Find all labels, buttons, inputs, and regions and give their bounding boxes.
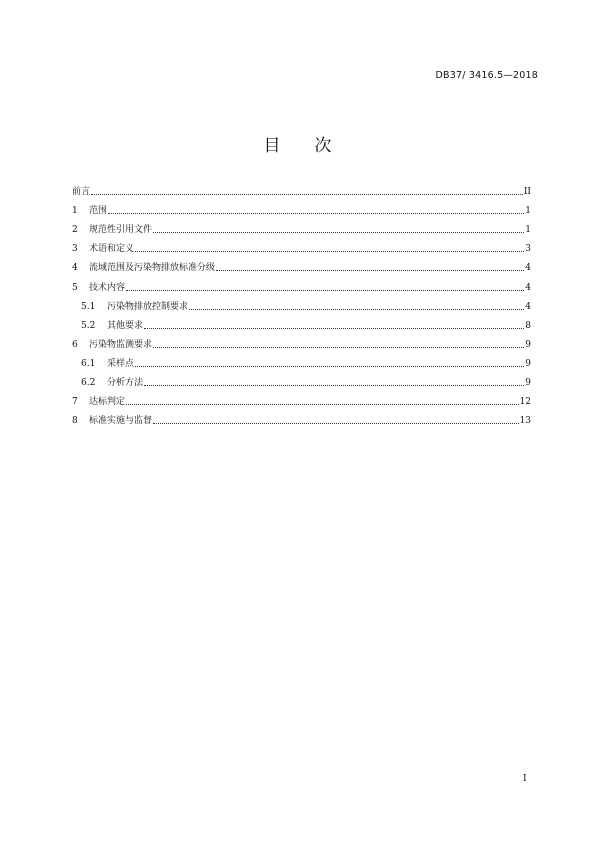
toc-entry-foreword[interactable] — [72, 178, 531, 197]
toc-entry-7[interactable] — [72, 388, 531, 407]
toc-entry-page: 3 — [525, 244, 531, 255]
toc-entry-page: 9 — [525, 339, 531, 350]
title-char-2: 次 — [314, 136, 332, 156]
toc-entry-label: 前言 — [72, 187, 91, 198]
toc-entry-page: 4 — [525, 301, 531, 312]
toc-entry-page: 8 — [525, 320, 531, 331]
toc-entry-page: 1 — [525, 225, 531, 236]
dot-leader — [144, 328, 524, 329]
toc-entry-label: 标准实施与监督 — [89, 416, 153, 427]
dot-leader — [189, 309, 524, 310]
toc-entry-page: 12 — [519, 397, 531, 408]
table-of-contents — [72, 178, 531, 426]
dot-leader — [144, 385, 524, 386]
toc-entry-6-2[interactable] — [72, 369, 531, 388]
toc-entry-label: 分析方法 — [107, 378, 144, 389]
toc-entry-1[interactable] — [72, 197, 531, 216]
toc-entry-label: 规范性引用文件 — [89, 225, 153, 236]
toc-entry-number: 6.2 — [81, 378, 96, 389]
toc-entry-6-1[interactable] — [72, 350, 531, 369]
toc-entry-5-2[interactable] — [72, 312, 531, 331]
dot-leader — [153, 347, 524, 348]
toc-entry-number: 1 — [72, 206, 78, 217]
toc-entry-page: II — [523, 187, 531, 198]
toc-entry-number: 7 — [72, 397, 78, 408]
dot-leader — [91, 194, 523, 195]
page-title — [0, 131, 595, 156]
toc-entry-label: 达标判定 — [89, 397, 126, 408]
toc-entry-label: 技术内容 — [89, 282, 126, 293]
toc-entry-number: 2 — [72, 225, 78, 236]
toc-entry-page: 9 — [525, 358, 531, 369]
toc-entry-label: 污染物监测要求 — [89, 339, 153, 350]
toc-entry-page: 1 — [525, 206, 531, 217]
toc-entry-label: 范围 — [89, 206, 108, 217]
toc-entry-number: 8 — [72, 416, 78, 427]
toc-entry-label: 污染物排放控制要求 — [107, 301, 189, 312]
toc-entry-8[interactable] — [72, 407, 531, 426]
toc-entry-label: 采样点 — [107, 358, 135, 369]
toc-entry-page: 9 — [525, 378, 531, 389]
toc-entry-3[interactable] — [72, 235, 531, 254]
dot-leader — [135, 251, 524, 252]
toc-entry-label: 术语和定义 — [89, 244, 135, 255]
toc-entry-number: 4 — [72, 263, 78, 274]
dot-leader — [153, 232, 524, 233]
page-number: I — [523, 774, 527, 784]
toc-entry-number: 6 — [72, 339, 78, 350]
toc-entry-6[interactable] — [72, 331, 531, 350]
toc-entry-number: 6.1 — [81, 358, 96, 369]
toc-entry-label: 其他要求 — [107, 320, 144, 331]
dot-leader — [153, 423, 519, 424]
document-code: DB37/ 3416.5—2018 — [435, 70, 538, 81]
toc-entry-number: 3 — [72, 244, 78, 255]
toc-entry-page: 4 — [525, 263, 531, 274]
toc-entry-number: 5 — [72, 282, 78, 293]
toc-entry-5-1[interactable] — [72, 293, 531, 312]
toc-entry-number: 5.1 — [81, 301, 96, 312]
toc-entry-2[interactable] — [72, 216, 531, 235]
dot-leader — [108, 213, 524, 214]
dot-leader — [126, 404, 519, 405]
toc-entry-label: 流域范围及污染物排放标准分级 — [89, 263, 216, 274]
toc-entry-page: 13 — [519, 416, 531, 427]
toc-entry-4[interactable] — [72, 254, 531, 273]
title-char-1: 目 — [263, 136, 281, 156]
toc-entry-number: 5.2 — [81, 320, 96, 331]
dot-leader — [216, 270, 524, 271]
dot-leader — [135, 366, 524, 367]
dot-leader — [126, 290, 524, 291]
toc-entry-page: 4 — [525, 282, 531, 293]
toc-entry-5[interactable] — [72, 273, 531, 292]
